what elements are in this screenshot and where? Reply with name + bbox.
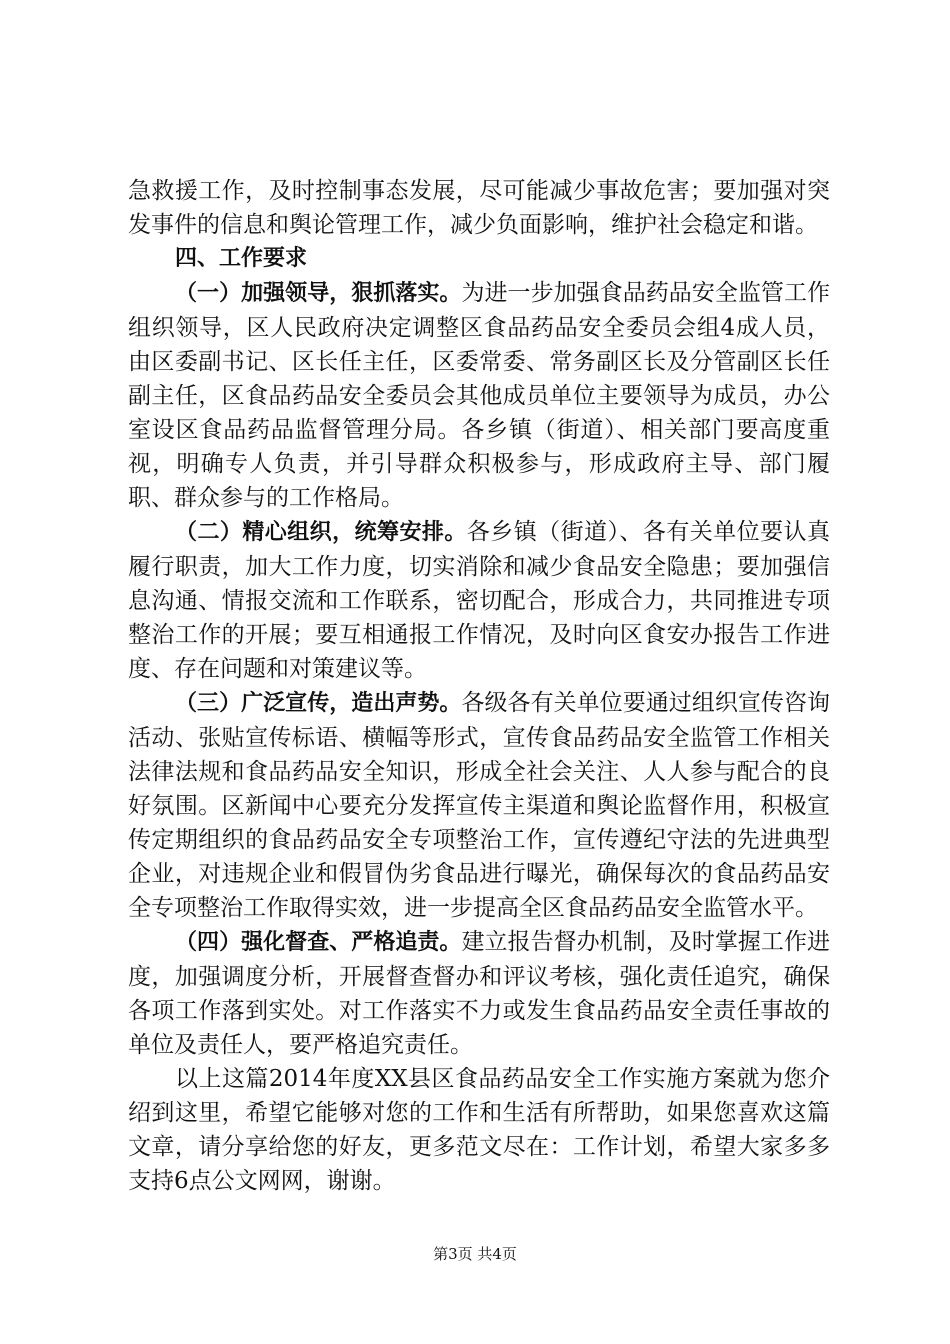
intro-paragraph: 急救援工作，及时控制事态发展，尽可能减少事故危害；要加强对突发事件的信息和舆论管理工作，减少负面影响，维护社会稳定和谐。 [128, 178, 830, 238]
page-number: 第3页 [433, 1245, 473, 1263]
requirement-paragraph-2 [128, 515, 830, 686]
closing-paragraph: 以上这篇2014年度XX县区食品药品安全工作实施方案就为您介绍到这里，希望它能够对您的工作和生活有所帮助，如果您喜欢这篇文章，请分享给您的好友，更多范文尽在：工作计划，希望大家多多支持6点公文网网，谢谢。 [128, 1066, 830, 1194]
requirement-text-2: 各乡镇（街道）、各有关单位要认真履行职责，加大工作力度，切实消除和减少食品安全隐患；要加强信息沟通、情报交流和工作联系，密切配合，形成合力，共同推进专项整治工作的开展；要互相通报工作情况，及时向区食安办报告工作进度、存在问题和对策建议等。 [128, 519, 831, 682]
requirement-text-1: 为进一步加强食品药品安全监管工作组织领导，区人民政府决定调整区食品药品安全委员会组4成人员，由区委副书记、区长任主任，区委常委、常务副区长及分管副区长任副主任，区食品药品安全委员会其他成员单位主要领导为成员，办公室设区食品药品监督管理分局。各乡镇（街道）、相关部门要高度重视，明确专人负责，并引导群众积极参与，形成政府主导、部门履职、群众参与的工作格局。 [128, 280, 830, 511]
requirement-paragraph-3 [128, 686, 830, 925]
requirement-paragraph-4 [128, 925, 830, 1062]
document-body [128, 174, 830, 1198]
requirement-lead-4: （四）强化督查、严格追责。 [175, 930, 462, 955]
requirement-text-4: 建立报告督办机制，及时掌握工作进度，加强调度分析，开展督查督办和评议考核，强化责任追究，确保各项工作落到实处。对工作落实不力或发生食品药品安全责任事故的单位及责任人，要严格追究责任。 [128, 929, 830, 1058]
page-footer [0, 1244, 950, 1264]
requirement-paragraph-1 [128, 276, 830, 515]
requirement-text-3: 各级各有关单位要通过组织宣传咨询活动、张贴宣传标语、横幅等形式，宣传食品药品安全监管工作相关法律法规和食品药品安全知识，形成全社会关注、人人参与配合的良好氛围。区新闻中心要充分发挥宣传主渠道和舆论监督作用，积极宣传定期组织的食品药品安全专项整治工作，宣传遵纪守法的先进典型企业，对违规企业和假冒伪劣食品进行曝光，确保每次的食品药品安全专项整治工作取得实效，进一步提高全区食品药品安全监管水平。 [128, 690, 830, 921]
section-heading: 四、工作要求 [175, 246, 308, 271]
requirement-lead-1: （一）加强领导，狠抓落实。 [175, 281, 462, 306]
page-total: 共4页 [477, 1245, 517, 1263]
requirement-lead-3: （三）广泛宣传，造出声势。 [175, 691, 462, 716]
requirement-lead-2: （二）精心组织，统筹安排。 [175, 520, 467, 545]
